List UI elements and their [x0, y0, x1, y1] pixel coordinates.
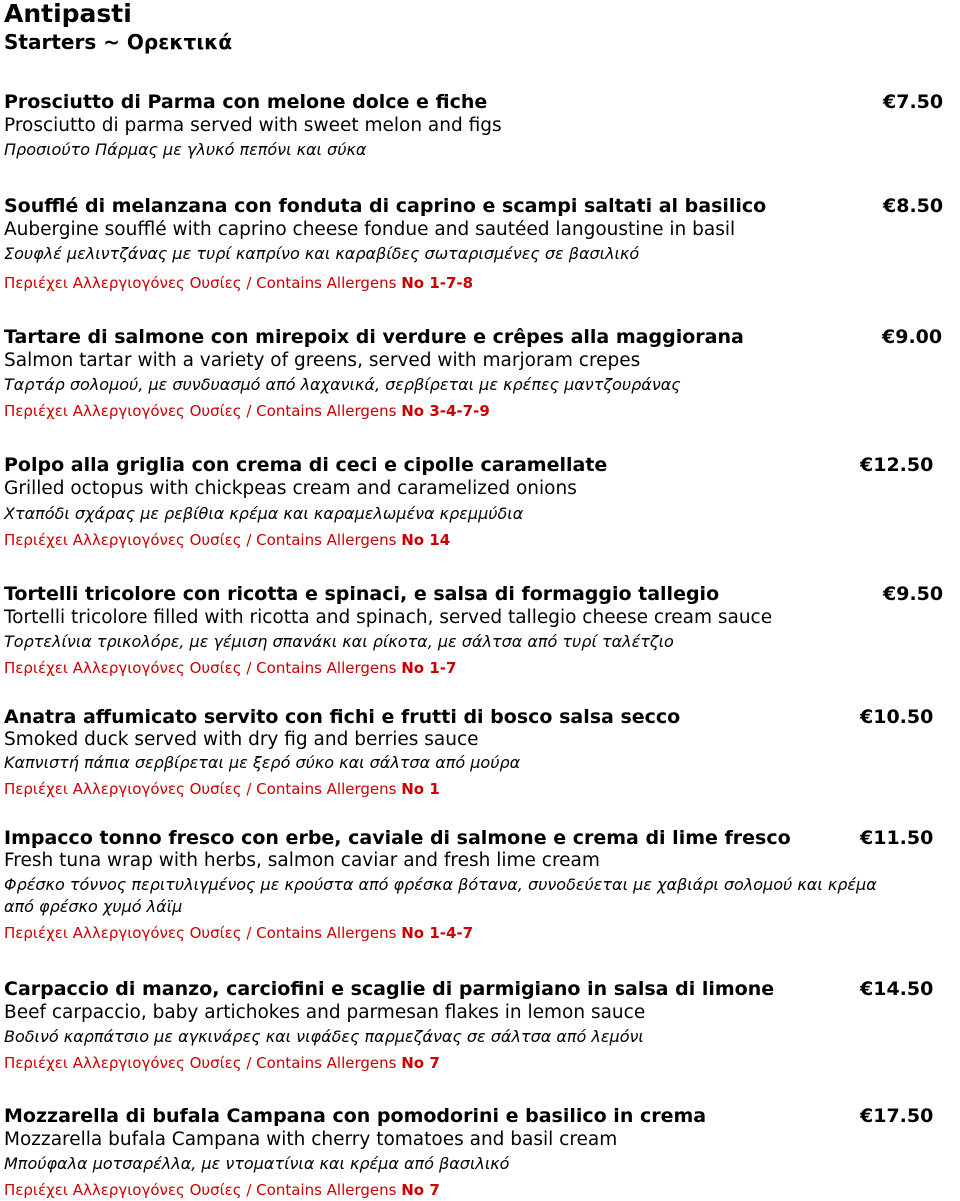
allergens-codes: No 1-7 — [401, 659, 457, 677]
item-description-en: Mozzarella bufala Campana with cherry tomatoes and basil cream — [4, 1129, 618, 1150]
item-price: €9.00 — [882, 326, 943, 348]
allergens-line — [4, 923, 473, 943]
item-name: Tortelli tricolore con ricotta e spinaci, e salsa di formaggio tallegio — [4, 583, 720, 605]
item-price: €11.50 — [860, 827, 934, 849]
allergens-codes: No 7 — [401, 1181, 440, 1199]
item-description-en: Grilled octopus with chickpeas cream and caramelized onions — [4, 478, 577, 499]
allergens-line — [4, 779, 440, 799]
item-description-gr: Φρέσκο τόννος περιτυλιγμένος με κρούστα από φρέσκα βότανα, συνοδεύεται με χαβιάρι σολομού και κρέμα από φρέσκο χυμό λάϊμ — [4, 875, 877, 916]
allergens-line — [4, 530, 450, 550]
item-name: Mozzarella di bufala Campana con pomodorini e basilico in crema — [4, 1105, 707, 1127]
item-price: €10.50 — [860, 706, 934, 728]
allergens-line — [4, 273, 473, 293]
allergens-codes: No 3-4-7-9 — [401, 402, 490, 420]
item-name: Prosciutto di Parma con melone dolce e fiche — [4, 91, 488, 113]
item-price: €12.50 — [860, 454, 934, 476]
allergens-label: Περιέχει Αλλεργιογόνες Ουσίες / Contains Allergens — [4, 659, 397, 677]
allergens-codes: No 1-4-7 — [401, 924, 474, 942]
allergens-label: Περιέχει Αλλεργιογόνες Ουσίες / Contains Allergens — [4, 780, 397, 798]
item-name: Polpo alla griglia con crema di ceci e cipolle caramellate — [4, 454, 608, 476]
item-description-gr: Προσιούτο Πάρμας με γλυκό πεπόνι και σύκα — [4, 140, 367, 159]
item-description-en: Aubergine soufflé with caprino cheese fondue and sautéed langoustine in basil — [4, 219, 736, 240]
item-name: Impacco tonno fresco con erbe, caviale di salmone e crema di lime fresco — [4, 827, 791, 849]
allergens-line — [4, 401, 490, 421]
allergens-label: Περιέχει Αλλεργιογόνες Ουσίες / Contains Allergens — [4, 402, 397, 420]
item-price: €9.50 — [883, 583, 944, 605]
item-description-en: Prosciutto di parma served with sweet melon and figs — [4, 115, 502, 136]
item-name: Anatra affumicato servito con fichi e frutti di bosco salsa secco — [4, 706, 681, 728]
allergens-label: Περιέχει Αλλεργιογόνες Ουσίες / Contains Allergens — [4, 274, 397, 292]
item-price: €7.50 — [883, 91, 944, 113]
allergens-codes: No 7 — [401, 1054, 440, 1072]
item-description-en: Tortelli tricolore filled with ricotta and spinach, served tallegio cheese cream sauce — [4, 607, 773, 628]
allergens-line — [4, 658, 456, 678]
item-description-gr: Βοδινό καρπάτσιο με αγκινάρες και νιφάδες παρμεζάνας σε σάλτσα από λεμόνι — [4, 1027, 644, 1046]
item-description-gr: Χταπόδι σχάρας με ρεβίθια κρέμα και καραμελωμένα κρεμμύδια — [4, 504, 524, 523]
item-description-en: Fresh tuna wrap with herbs, salmon caviar and fresh lime cream — [4, 850, 600, 871]
item-description-gr: Μπούφαλα μοτσαρέλλα, με ντοματίνια και κρέμα από βασιλικό — [4, 1154, 510, 1173]
allergens-codes: No 1-7-8 — [401, 274, 474, 292]
allergens-line — [4, 1053, 440, 1073]
allergens-codes: No 1 — [401, 780, 440, 798]
page-subtitle: Starters ~ Ορεκτικά — [4, 30, 233, 54]
allergens-label: Περιέχει Αλλεργιογόνες Ουσίες / Contains Allergens — [4, 531, 397, 549]
allergens-label: Περιέχει Αλλεργιογόνες Ουσίες / Contains Allergens — [4, 1181, 397, 1199]
item-description-gr: Τορτελίνια τρικολόρε, με γέμιση σπανάκι και ρίκοτα, με σάλτσα από τυρί ταλέτζιο — [4, 632, 674, 651]
item-price: €17.50 — [860, 1105, 934, 1127]
item-name: Carpaccio di manzo, carciofini e scaglie di parmigiano in salsa di limone — [4, 978, 775, 1000]
item-description-en: Salmon tartar with a variety of greens, served with marjoram crepes — [4, 350, 641, 371]
item-name: Soufflé di melanzana con fonduta di caprino e scampi saltati al basilico — [4, 195, 767, 217]
allergens-codes: No 14 — [401, 531, 451, 549]
item-name: Tartare di salmone con mirepoix di verdure e crêpes alla maggiorana — [4, 326, 744, 348]
item-description-en: Beef carpaccio, baby artichokes and parmesan flakes in lemon sauce — [4, 1002, 646, 1023]
page-title: Antipasti — [4, 0, 132, 28]
item-description-gr: Καπνιστή πάπια σερβίρεται με ξερό σύκο και σάλτσα από μούρα — [4, 753, 521, 772]
item-description-gr: Ταρτάρ σολομού, με συνδυασμό από λαχανικά, σερβίρεται με κρέπες μαντζουράνας — [4, 375, 681, 394]
item-description-en: Smoked duck served with dry fig and berries sauce — [4, 729, 479, 750]
allergens-line — [4, 1180, 440, 1200]
allergens-label: Περιέχει Αλλεργιογόνες Ουσίες / Contains Allergens — [4, 924, 397, 942]
item-price: €14.50 — [860, 978, 934, 1000]
allergens-label: Περιέχει Αλλεργιογόνες Ουσίες / Contains Allergens — [4, 1054, 397, 1072]
item-price: €8.50 — [883, 195, 944, 217]
item-description-gr: Σουφλέ μελιντζάνας με τυρί καπρίνο και καραβίδες σωταρισμένες σε βασιλικό — [4, 244, 640, 263]
